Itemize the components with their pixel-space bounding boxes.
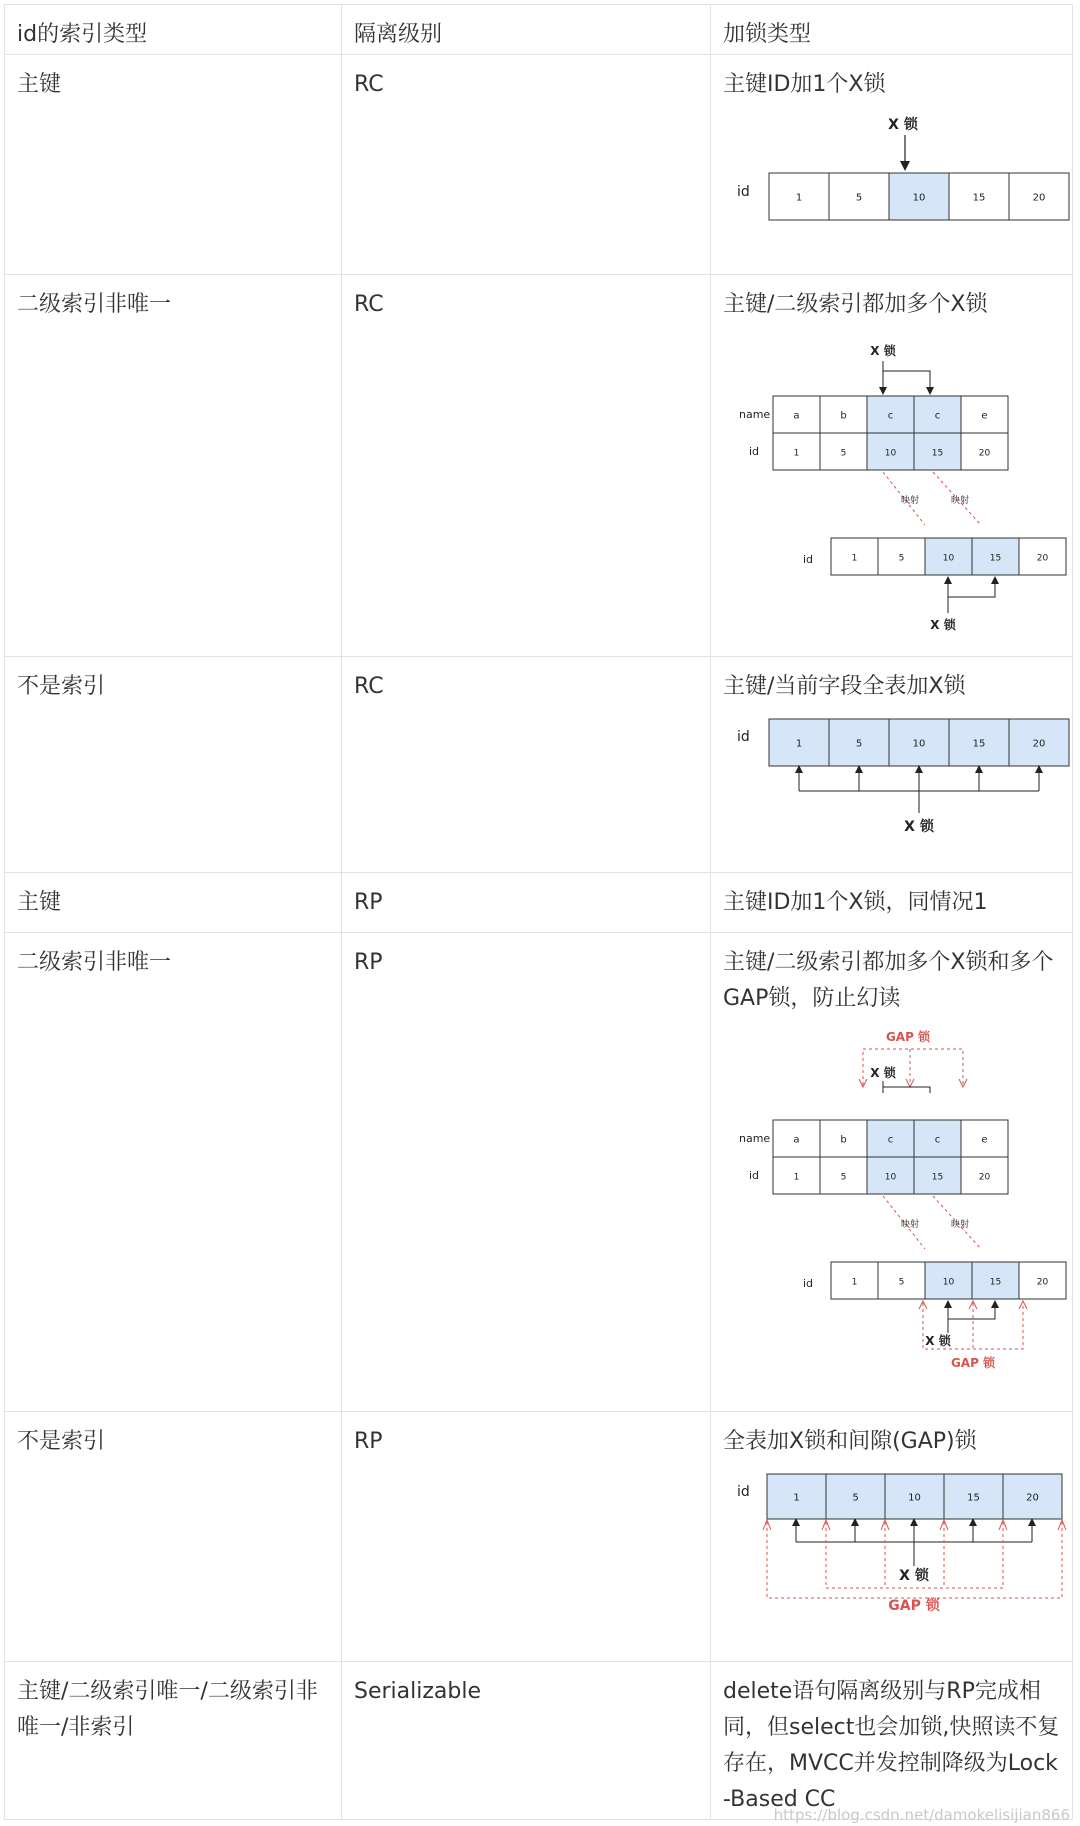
id-value: 15 [989,1277,1002,1288]
lock-type-cell [711,275,1073,657]
lock-type-text: 主键/当前字段全表加X锁 [723,674,966,700]
svg-text:映射: 映射 [901,496,920,507]
table-row [5,55,1073,275]
pk-x-lock-diagram [723,113,1060,233]
id-value: 1 [793,1492,800,1504]
svg-text:id: id [803,553,814,567]
table-row [5,873,1073,933]
secondary-x-gap-lock-diagram [723,1027,1060,1387]
lock-type-text: 主键ID加1个X锁 [723,72,886,98]
svg-text:id: id [737,1483,750,1500]
id-value: 15 [931,448,944,459]
svg-text:name: name [739,408,771,422]
index-type-cell: 主键 [5,55,342,275]
id-value: 5 [852,1492,859,1504]
svg-text:id: id [737,184,750,201]
isolation-cell: RC [342,55,711,275]
id-value: 15 [931,1172,944,1183]
id-value: 20 [1036,1277,1049,1288]
header-row [5,5,1073,55]
table-row [5,1411,1073,1661]
svg-text:X 锁: X 锁 [925,1334,951,1349]
svg-text:id: id [749,445,760,459]
id-value: 15 [972,192,986,204]
id-value: 10 [942,553,955,564]
svg-text:name: name [739,1132,771,1146]
svg-text:id: id [737,729,750,746]
svg-text:X 锁: X 锁 [899,1567,929,1584]
svg-text:id: id [749,1169,760,1183]
header-index-type: id的索引类型 [5,5,342,55]
id-value: 5 [855,738,863,750]
header-isolation: 隔离级别 [342,5,711,55]
id-value: 1 [793,448,800,459]
id-value: 20 [1026,1492,1039,1504]
name-value: e [981,1134,988,1146]
name-value: c [887,1134,894,1146]
name-value: a [793,1134,800,1146]
id-value: 1 [793,1172,800,1183]
svg-text:映射: 映射 [951,496,970,507]
lock-type-text: 主键/二级索引都加多个X锁和多个GAP锁，防止幻读 [723,950,1054,1012]
isolation-cell: RP [342,873,711,933]
lock-type-cell [711,657,1073,873]
x-lock-label: X 锁 [888,117,918,134]
svg-text:id: id [803,1277,814,1291]
name-value: b [840,1134,847,1146]
id-value: 10 [912,192,926,204]
svg-text:X 锁: X 锁 [870,344,896,359]
table-row [5,933,1073,1411]
id-value: 20 [1032,738,1046,750]
name-value: c [887,410,894,422]
name-value: e [981,410,988,422]
id-value: 10 [942,1277,955,1288]
id-value: 10 [908,1492,921,1504]
id-value: 10 [884,448,897,459]
header-lock-type: 加锁类型 [711,5,1073,55]
lock-type-cell [711,55,1073,275]
index-type-cell: 不是索引 [5,1411,342,1661]
isolation-cell: RP [342,933,711,1411]
svg-text:GAP 锁: GAP 锁 [888,1597,940,1614]
id-value: 20 [978,448,991,459]
lock-table [4,4,1073,1820]
id-value: 15 [989,553,1002,564]
index-type-cell: 主键/二级索引唯一/二级索引非唯一/非索引 [5,1661,342,1819]
lock-type-text: 主键/二级索引都加多个X锁 [723,292,988,318]
id-value: 1 [851,1277,858,1288]
name-value: c [934,410,941,422]
id-value: 1 [795,738,803,750]
name-value: a [793,410,800,422]
full-table-x-lock-diagram [723,715,1060,835]
id-value: 5 [898,553,905,564]
svg-text:GAP 锁: GAP 锁 [885,1030,931,1045]
id-value: 5 [855,192,863,204]
table-row [5,275,1073,657]
lock-type-cell [711,933,1073,1411]
id-value: 15 [972,738,986,750]
id-value: 5 [840,448,847,459]
svg-text:映射: 映射 [901,1220,920,1231]
svg-text:GAP 锁: GAP 锁 [950,1356,996,1371]
id-value: 5 [840,1172,847,1183]
id-value: 20 [1036,553,1049,564]
lock-type-cell [711,1411,1073,1661]
svg-text:映射: 映射 [951,1220,970,1231]
index-type-cell: 不是索引 [5,657,342,873]
index-type-cell: 二级索引非唯一 [5,275,342,657]
id-value: 10 [912,738,926,750]
full-table-x-gap-lock-diagram [723,1470,1060,1620]
index-type-cell: 主键 [5,873,342,933]
isolation-cell: Serializable [342,1661,711,1819]
lock-type-text: 全表加X锁和间隙(GAP)锁 [723,1428,977,1454]
svg-text:X 锁: X 锁 [904,819,934,836]
isolation-cell: RC [342,657,711,873]
id-value: 1 [795,192,803,204]
id-value: 5 [898,1277,905,1288]
id-value: 15 [967,1492,980,1504]
lock-type-cell: delete语句隔离级别与RP完成相同，但select也会加锁,快照读不复存在，MVCC并发控制降级为Lock-Based CC [711,1661,1073,1819]
isolation-cell: RC [342,275,711,657]
id-value: 1 [851,553,858,564]
table-row [5,1661,1073,1819]
id-value: 20 [1032,192,1046,204]
index-type-cell: 二级索引非唯一 [5,933,342,1411]
secondary-x-lock-diagram [723,333,1060,633]
id-value: 20 [978,1172,991,1183]
watermark: https://blog.csdn.net/damokelisijian866 [773,1806,1070,1824]
isolation-cell: RP [342,1411,711,1661]
name-value: b [840,410,847,422]
table-row [5,657,1073,873]
name-value: c [934,1134,941,1146]
svg-text:X 锁: X 锁 [870,1066,896,1081]
svg-text:X 锁: X 锁 [930,618,956,633]
lock-type-cell: 主键ID加1个X锁，同情况1 [711,873,1073,933]
id-value: 10 [884,1172,897,1183]
